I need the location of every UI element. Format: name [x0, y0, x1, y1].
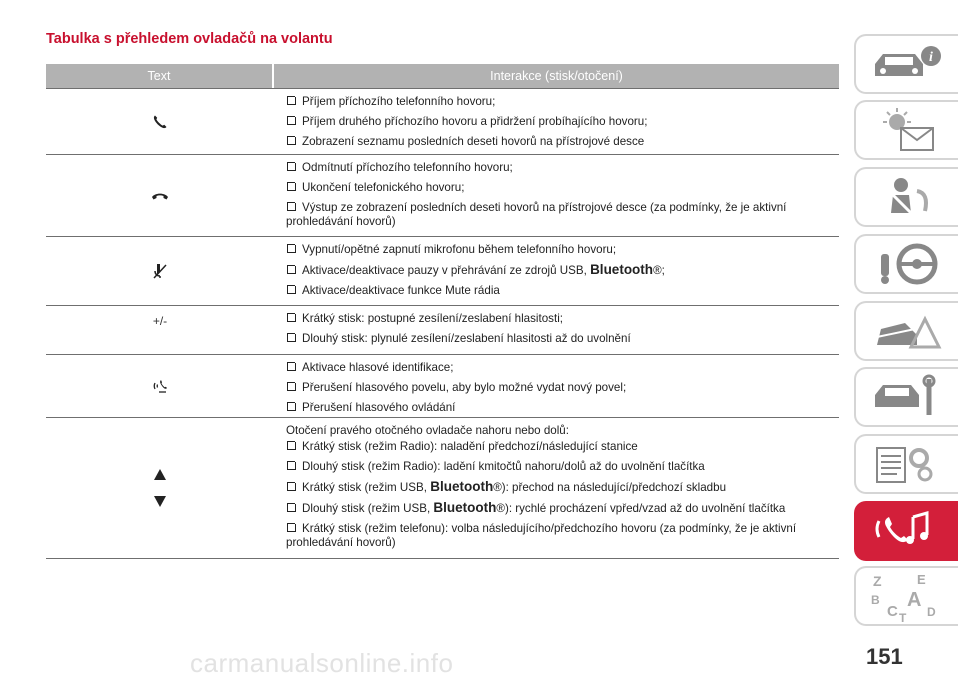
svg-text:A: A — [907, 589, 922, 611]
row-icon-cell — [46, 89, 274, 154]
svg-text:E: E — [917, 572, 926, 587]
warning-lights-icon — [867, 106, 947, 154]
controls-table — [46, 64, 839, 559]
list-item: Přerušení hlasového povelu, aby bylo možné vydat nový povel; — [286, 381, 839, 395]
technical-data-icon — [867, 440, 947, 488]
list-item: Krátký stisk (režim telefonu): volba následujícího/předchozího hovoru (za podmínky, že je aktivní prohledávání hovorů) — [286, 522, 797, 549]
arrow-up-icon — [154, 469, 166, 480]
svg-text:i: i — [929, 50, 933, 65]
list-item: Dlouhý stisk (režim Radio): ladění kmitočtů nahoru/dolů až do uvolnění tlačítka — [286, 460, 839, 474]
list-item: Příjem druhého příchozího hovoru a přidržení probíhajícího hovoru; — [286, 115, 839, 129]
row-text-cell — [274, 306, 839, 354]
svg-text:Z: Z — [873, 573, 882, 589]
tab-driving[interactable] — [854, 234, 958, 294]
list-item: Ukončení telefonického hovoru; — [286, 181, 839, 195]
row-text-cell — [274, 355, 839, 417]
multimedia-icon — [867, 507, 947, 555]
list-item: Dlouhý stisk (režim USB, Bluetooth®): rychlé procházení vpřed/vzad až do uvolnění tlačítka — [286, 501, 839, 516]
table-row — [46, 417, 839, 559]
row-icon-cell — [46, 355, 274, 417]
list-item: Aktivace hlasové identifikace; — [286, 361, 839, 375]
tab-multimedia[interactable] — [854, 501, 958, 561]
row-text-cell — [274, 89, 839, 154]
table-header — [46, 64, 839, 88]
list-item: Vypnutí/opětné zapnutí mikrofonu během telefonního hovoru; — [286, 243, 839, 257]
list-item: Zobrazení seznamu posledních deseti hovorů na přístrojové desce — [286, 135, 839, 149]
page-number: 151 — [866, 644, 903, 669]
page-title: Tabulka s přehledem ovladačů na volantu — [46, 31, 333, 47]
list-item: Odmítnutí příchozího telefonního hovoru; — [286, 161, 839, 175]
svg-text:D: D — [927, 605, 936, 619]
list-item: Výstup ze zobrazení posledních deseti hovorů na přístrojové desce (za podmínky, že je aktivní prohledávání hovorů) — [286, 201, 787, 228]
safety-icon — [867, 173, 947, 221]
list-item: Dlouhý stisk: plynulé zesílení/zeslabení hlasitosti až do uvolnění — [286, 332, 839, 346]
phone-hangup-icon — [151, 191, 169, 201]
row-text-cell — [274, 418, 839, 558]
watermark: carmanualsonline.info — [190, 648, 454, 678]
tab-maintenance[interactable] — [854, 367, 958, 427]
table-row — [46, 236, 839, 305]
table-row — [46, 305, 839, 354]
tab-index[interactable] — [854, 566, 958, 626]
car-info-icon — [867, 42, 947, 86]
header-interaction: Interakce (stisk/otočení) — [274, 64, 839, 88]
tab-technical-data[interactable] — [854, 434, 958, 494]
list-item: Přerušení hlasového ovládání — [286, 401, 839, 415]
row-icon-cell — [46, 237, 274, 305]
up-down-arrows-icon — [154, 469, 166, 507]
svg-text:B: B — [871, 593, 880, 607]
list-item: Aktivace/deaktivace funkce Mute rádia — [286, 284, 839, 298]
index-icon — [867, 570, 947, 622]
row-text-cell — [274, 237, 839, 305]
table-row — [46, 354, 839, 417]
emergency-icon — [867, 307, 947, 355]
chapter-tabs — [854, 0, 960, 678]
tab-emergency[interactable] — [854, 301, 958, 361]
list-item: Aktivace/deaktivace pauzy v přehrávání ze zdrojů USB, Bluetooth®; — [286, 263, 839, 278]
list-item: Krátký stisk (režim USB, Bluetooth®): přechod na následující/předchozí skladbu — [286, 480, 839, 495]
svg-text:T: T — [899, 611, 907, 622]
svg-text:C: C — [887, 603, 898, 620]
list-item: Krátký stisk: postupné zesílení/zeslabení hlasitosti; — [286, 312, 839, 326]
list-item: Příjem příchozího telefonního hovoru; — [286, 95, 839, 109]
volume-label: +/- — [152, 314, 168, 328]
row-icon-cell — [46, 155, 274, 236]
tab-warning-lights[interactable] — [854, 100, 958, 160]
arrow-down-icon — [154, 496, 166, 507]
list-item: Krátký stisk (režim Radio): naladění předchozí/následující stanice — [286, 440, 839, 454]
table-row — [46, 154, 839, 236]
tab-car-info[interactable] — [854, 34, 958, 94]
row-icon-cell — [46, 418, 274, 558]
maintenance-icon — [867, 373, 947, 421]
row-icon-cell — [46, 306, 274, 354]
voice-command-icon — [152, 378, 168, 394]
tab-safety[interactable] — [854, 167, 958, 227]
phone-answer-icon — [152, 114, 168, 130]
driving-icon — [867, 240, 947, 288]
row-text-cell — [274, 155, 839, 236]
header-text: Text — [46, 64, 272, 88]
mute-icon — [152, 263, 168, 279]
row-intro: Otočení pravého otočného ovladače nahoru nebo dolů: — [286, 424, 569, 437]
table-row — [46, 88, 839, 154]
